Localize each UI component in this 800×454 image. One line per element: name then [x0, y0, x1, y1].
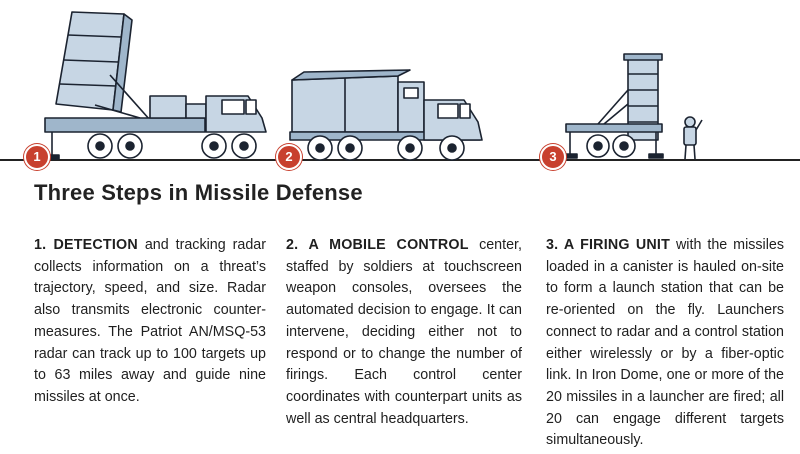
control-truck-icon — [290, 70, 482, 160]
step-3-body: with the missiles loaded in a canister is hauled on-site to form a launch station that can be re-oriented on the fly. Launchers connect to radar and a control station either wirelessly or by a fiber-optic link. In Iron Dome, one or more of the 20 missiles in a launcher are fired; all 20 can engage different targets simultaneously. — [546, 237, 784, 449]
step-3-heading: 3. A FIRING UNIT — [546, 237, 671, 253]
step-1-heading: 1. DETECTION — [34, 237, 138, 253]
missile-launcher-icon — [563, 54, 663, 158]
soldier-icon — [684, 117, 702, 159]
radar-truck-icon — [45, 12, 266, 159]
step-2-heading: 2. A MOBILE CONTROL — [286, 237, 469, 253]
step-3-badge: 3 — [540, 144, 566, 170]
step-1-badge: 1 — [24, 144, 50, 170]
vehicle-illustration — [0, 0, 800, 175]
step-1-body: and tracking radar collects information on a threat’s trajectory, speed, and size. Radar also transmits electronic countermeasures. The Patriot AN/MSQ-53 radar can track up to 100 targets up to 63 miles away and guide nine missiles at once. — [34, 237, 266, 405]
page-title: Three Steps in Missile Defense — [34, 180, 363, 205]
step-2-description — [286, 235, 522, 430]
step-2-body: center, staffed by soldiers at touchscreen weapon consoles, oversees the automated decision to engage. It can intervene, deciding either not to respond or to change the number of firings. Each control center coordinates with counterpart units as well as central headquarters. — [286, 237, 522, 427]
step-2-badge: 2 — [276, 144, 302, 170]
step-3-description — [546, 235, 784, 452]
step-1-description — [34, 235, 266, 409]
